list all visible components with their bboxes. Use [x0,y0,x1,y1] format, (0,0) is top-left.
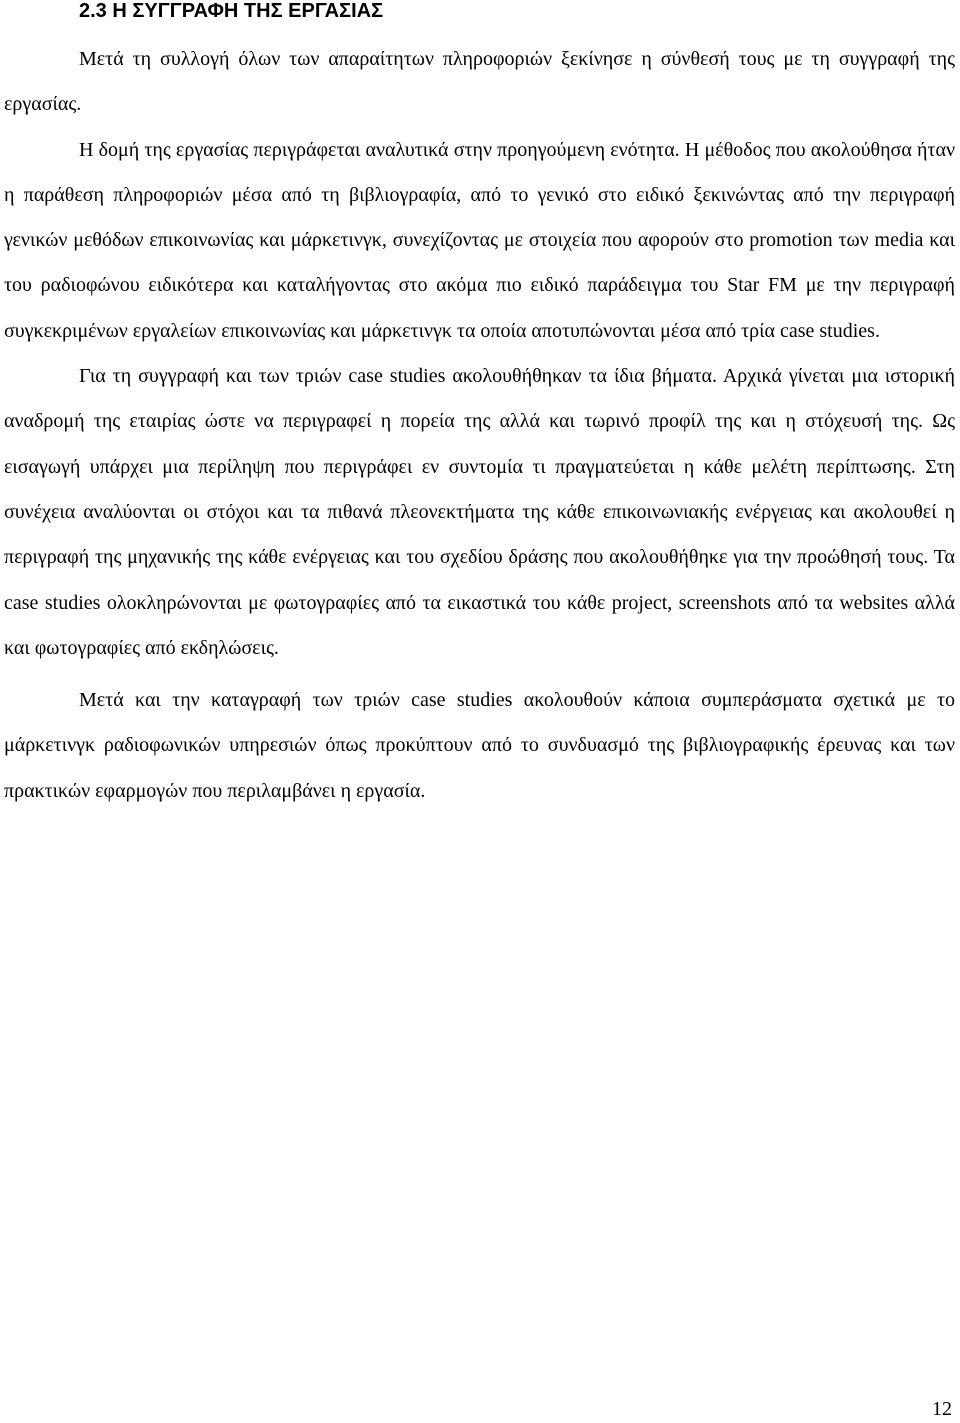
paragraph: Η δομή της εργασίας περιγράφεται αναλυτικά στην προηγούμενη ενότητα. Η μέθοδος που ακολούθησα ήταν η παράθεση πληροφοριών μέσα από τη βιβλιογραφία, από το γενικό στο ειδικό ξεκινώντας από την περιγραφή γενικών μεθόδων επικοινωνίας και μάρκετινγκ, συνεχίζοντας με στοιχεία που αφορούν στο promotion των media και του ραδιοφώνου ειδικότερα και καταλήγοντας στο ακόμα πιο ειδικό παράδειγμα του Star FM με την περιγραφή συγκεκριμένων εργαλείων επικοινωνίας και μάρκετινγκ τα οποία αποτυπώνονται μέσα από τρία case studies. [4,138,956,342]
paragraph: Για τη συγγραφή και των τριών case studies ακολουθήθηκαν τα ίδια βήματα. Αρχικά γίνεται μια ιστορική αναδρομή της εταιρίας ώστε να περιγραφεί η πορεία της αλλά και τωρινό προφίλ της και η στόχευσή της. Ως εισαγωγή υπάρχει μια περίληψη που περιγράφει εν συντομία τι πραγματεύεται η κάθε μελέτη περίπτωσης. Στη συνέχεια αναλύονται οι στόχοι και τα πιθανά πλεονεκτήματα της κάθε επικοινωνιακής ενέργειας και ακολουθεί η περιγραφή της μηχανικής της κάθε ενέργειας και του σχεδίου δράσης που ακολουθήθηκε για την προώθησή τους. Τα case studies ολοκληρώνονται με φωτογραφίες από τα εικαστικά του κάθε project, screenshots από τα websites αλλά και φωτογραφίες από εκδηλώσεις. [4,365,955,659]
page-number: 12 [932,1398,952,1420]
paragraph: Μετά τη συλλογή όλων των απαραίτητων πληροφοριών ξεκίνησε η σύνθεσή τους με τη συγγραφή της εργασίας. [4,48,955,116]
section-body [4,37,955,814]
section-heading: 2.3 Η ΣΥΓΓΡΑΦΗ ΤΗΣ ΕΡΓΑΣΙΑΣ [79,0,384,22]
paragraph: Μετά και την καταγραφή των τριών case studies ακολουθούν κάποια συμπεράσματα σχετικά με το μάρκετινγκ ραδιοφωνικών υπηρεσιών όπως προκύπτουν από το συνδυασμό της βιβλιογραφικής έρευνας και των πρακτικών εφαρμογών που περιλαμβάνει η εργασία. [4,689,955,802]
